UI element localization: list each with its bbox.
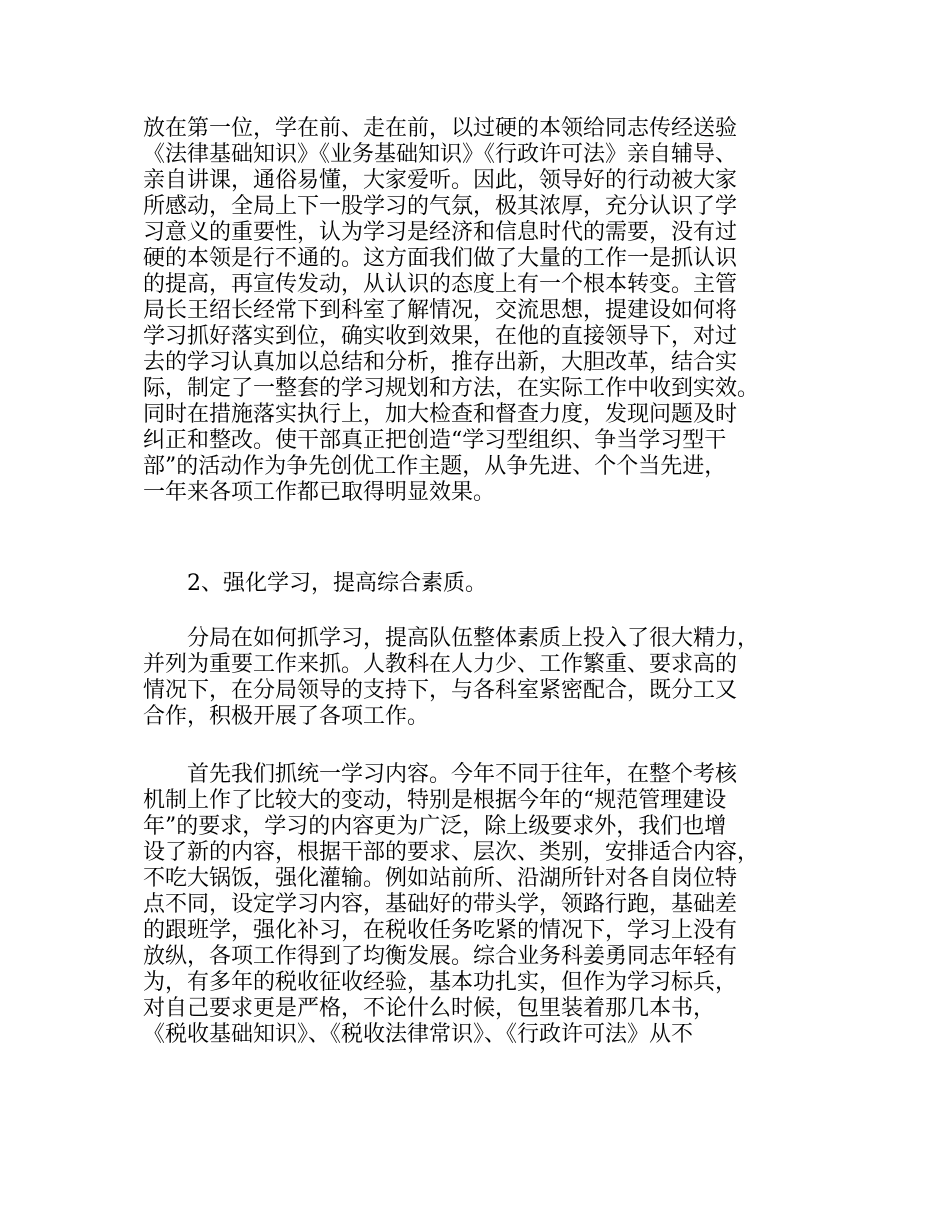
text-line: 去的学习认真加以总结和分析，推存出新，大胆改革，结合实 (143, 350, 738, 375)
text-line: 不吃大锅饭，强化灌输。例如站前所、沿湖所针对各自岗位特 (143, 866, 738, 891)
text-line: 际，制定了一整套的学习规划和方法，在实际工作中收到实效。 (143, 376, 760, 401)
text-line: 年”的要求，学习的内容更为广泛，除上级要求外，我们也增 (143, 814, 727, 839)
text-line: 设了新的内容，根据干部的要求、层次、类别，安排适合内容， (143, 840, 760, 865)
text-line: 的跟班学，强化补习，在税收任务吃紧的情况下，学习上没有 (143, 918, 738, 943)
text-line: 放在第一位，学在前、走在前，以过硬的本领给同志传经送验 (143, 116, 738, 141)
text-line: 同时在措施落实执行上，加大检查和督查力度，发现问题及时 (143, 402, 738, 427)
text-line: 硬的本领是行不通的。这方面我们做了大量的工作一是抓认识 (143, 246, 738, 271)
text-line: 习意义的重要性，认为学习是经济和信息时代的需要，没有过 (143, 220, 738, 245)
text-line: 亲自讲课，通俗易懂，大家爱听。因此，领导好的行动被大家 (143, 168, 738, 193)
text-line: 《税收基础知识》、《税收法律常识》、《行政许可法》从不 (143, 1022, 694, 1047)
heading-line: 2、强化学习，提高综合素质。 (187, 571, 487, 596)
text-line: 放纵，各项工作得到了均衡发展。综合业务科姜勇同志年轻有 (143, 944, 738, 969)
text-line: 一年来各项工作都已取得明显效果。 (143, 480, 496, 505)
text-line: 局长王绍长经常下到科室了解情况，交流思想，提建设如何将 (143, 298, 738, 323)
text-line: 为，有多年的税收征收经验，基本功扎实，但作为学习标兵， (143, 970, 738, 995)
text-line: 的提高，再宣传发动，从认识的态度上有一个根本转变。主管 (143, 272, 738, 297)
text-line: 纠正和整改。使干部真正把创造“学习型组织、争当学习型干 (143, 428, 727, 453)
text-line: 情况下，在分局领导的支持下，与各科室紧密配合，既分工又 (143, 678, 738, 703)
text-line: 分局在如何抓学习，提高队伍整体素质上投入了很大精力， (187, 626, 760, 651)
text-line: 点不同，设定学习内容，基础好的带头学，领路行跑，基础差 (143, 892, 738, 917)
text-line: 学习抓好落实到位，确实收到效果，在他的直接领导下，对过 (143, 324, 738, 349)
section-heading (143, 571, 823, 597)
paragraph-3 (143, 626, 823, 730)
text-line: 所感动，全局上下一股学习的气氛，极其浓厚，充分认识了学 (143, 194, 738, 219)
text-line: 《法律基础知识》《业务基础知识》《行政许可法》亲自辅导、 (143, 142, 738, 167)
text-line: 对自己要求更是严格，不论什么时候，包里装着那几本书， (143, 996, 716, 1021)
text-line: 并列为重要工作来抓。人教科在人力少、工作繁重、要求高的 (143, 652, 738, 677)
paragraph-4 (143, 762, 823, 1048)
text-line: 首先我们抓统一学习内容。今年不同于往年，在整个考核 (187, 762, 738, 787)
text-line: 合作，积极开展了各项工作。 (143, 704, 430, 729)
paragraph-1 (143, 116, 823, 506)
text-line: 机制上作了比较大的变动，特别是根据今年的“规范管理建设 (143, 788, 727, 813)
text-line: 部”的活动作为争先创优工作主题，从争先进、个个当先进， (143, 454, 727, 479)
